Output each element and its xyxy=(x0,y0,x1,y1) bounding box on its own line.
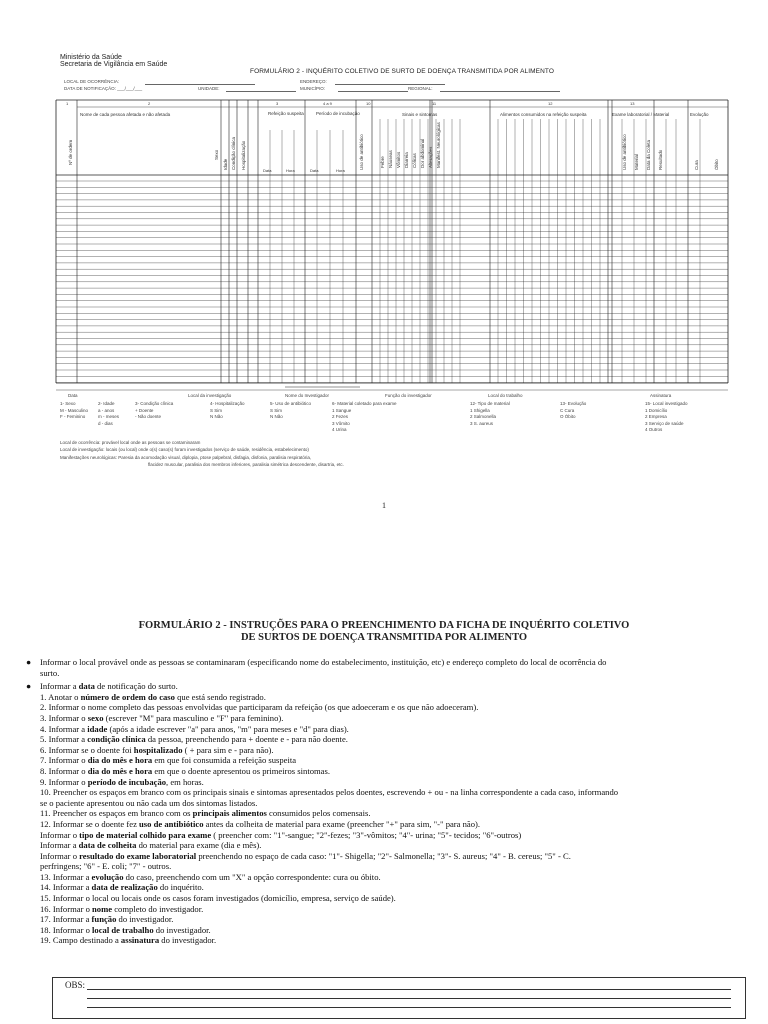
instruction-bold: principais alimentos xyxy=(192,808,267,819)
group-name-title: Nome de cada pessoa afetada e não afetada xyxy=(80,112,171,117)
instruction-item xyxy=(40,745,730,756)
instruction-item xyxy=(40,925,730,936)
occurrence-label: LOCAL DE OCORRÊNCIA: xyxy=(64,79,120,84)
obs-box[interactable] xyxy=(52,977,746,1019)
instruction-text-post: (escrever "M" para masculino e "F" para feminino). xyxy=(103,712,284,723)
col-symptom-label: Vômitos xyxy=(396,151,401,168)
bullet-item-local xyxy=(26,657,730,668)
page-number: 1 xyxy=(382,501,386,510)
legend-entry: 4 Outros xyxy=(645,427,663,432)
col-clinical-label: Condição clínica xyxy=(231,136,236,170)
instruction-text-post: do investigador. xyxy=(116,914,174,925)
instruction-text: Informar o xyxy=(40,850,80,861)
instruction-text: Informar a xyxy=(40,840,79,851)
legend-entry: - Não doente xyxy=(135,414,162,419)
legend-entry: + Doente xyxy=(135,407,154,413)
instruction-text-post: ( + para sim e - para não). xyxy=(182,744,274,755)
instruction-item xyxy=(40,904,730,915)
instruction-text: 12. Informar se o doente fez xyxy=(40,818,140,829)
legend-entry: 15- Local investigado xyxy=(645,401,688,406)
col-evolution-label: Cura xyxy=(694,160,699,170)
group-meal-title: Refeição suspeita xyxy=(268,111,304,116)
instruction-text: 10. Preencher os espaços em branco com os principais sinais e sintomas apresentados pelos doentes, escrevendo + ou - na linha correspondente a cada caso, informando xyxy=(40,787,619,798)
instructions-list xyxy=(26,657,730,946)
instruction-text-post: do investigador. xyxy=(153,924,211,935)
instruction-item xyxy=(40,766,730,777)
obs-line[interactable] xyxy=(87,989,731,990)
legend-entry: S Sim xyxy=(210,407,223,413)
col-time-label: Data xyxy=(263,168,272,173)
col-symptom-label: Febre xyxy=(380,156,385,168)
instruction-text: perfringens; "6" - E. coli; "7" - outros. xyxy=(40,861,172,872)
legend-entry: 3 Vômito xyxy=(332,420,350,426)
bullet-icon: ● xyxy=(26,681,32,692)
group-number: 10 xyxy=(366,101,371,106)
group-food-title: Alimentos consumidos na refeição suspeita xyxy=(500,112,587,117)
instruction-item xyxy=(40,893,730,904)
regional-label: REGIONAL: xyxy=(408,86,433,91)
legend-entry: 2 Salmonella xyxy=(470,414,497,419)
legend-entry: 3 S. aureus xyxy=(470,420,494,426)
note-line: flacidez muscular, paralisia dos membros inferiores, paralisia simétrica descendente, disartria, etc. xyxy=(148,461,344,467)
col-age-label: Idade xyxy=(223,158,228,170)
instruction-text: 9. Informar o xyxy=(40,776,88,787)
col-exam-label: Data da Coleta xyxy=(646,139,651,170)
ministry-label: Ministério da Saúde xyxy=(60,54,122,61)
legend-entry: C Cura xyxy=(560,407,575,413)
obs-line[interactable] xyxy=(87,1007,731,1008)
instruction-bold: condição clínica xyxy=(87,734,146,745)
instruction-text-post: , em horas. xyxy=(166,776,204,787)
instruction-bold: resultado do exame laboratorial xyxy=(79,850,197,861)
legend-entry: 3- Condição clínica xyxy=(135,401,174,406)
instruction-item xyxy=(40,702,730,713)
legend-entry: m - meses xyxy=(98,414,120,419)
secretariat-label: Secretaria de Vigilância em Saúde xyxy=(60,61,168,68)
group-evolution-title: Evolução xyxy=(690,112,709,117)
instruction-text-post: preenchendo no espaço de cada caso: "1"- Shigella; "2"- Salmonella; "3"- S. aureus; "4" - B. cereus; "5" - C. xyxy=(196,850,571,861)
instruction-text: 1. Anotar o xyxy=(40,691,81,702)
col-time-label: Hora xyxy=(286,168,295,173)
legend-entry: 6- Material coletado para exame xyxy=(332,401,397,406)
instruction-bold: função xyxy=(91,914,117,925)
legend-entry: 3 Serviço de saúde xyxy=(645,420,684,426)
instruction-item xyxy=(40,755,730,766)
instruction-item xyxy=(40,872,730,883)
legend-entry: 4- Hospitalização xyxy=(210,401,245,406)
instruction-item xyxy=(40,692,730,703)
instructions-title-line2: DE SURTOS DE DOENÇA TRANSMITIDA POR ALIMENTO xyxy=(240,632,528,643)
notification-date-label: DATA DE NOTIFICAÇÃO: ___/___/___ xyxy=(64,86,143,91)
instruction-item xyxy=(40,840,730,851)
legend-entry: 5- Uso de antibiótico xyxy=(270,401,312,406)
instruction-bold: dia do mês e hora xyxy=(87,755,153,766)
legend-entry: d - dias xyxy=(98,420,113,426)
instruction-item xyxy=(40,851,730,862)
footer-header: Local da investigação xyxy=(188,393,232,398)
instruction-item xyxy=(40,713,730,724)
col-time-label: Hora xyxy=(336,168,345,173)
instruction-item xyxy=(40,777,730,788)
bullet-bold: data xyxy=(78,681,95,692)
legend-entry: 2 Fezes xyxy=(332,414,349,419)
instruction-text: 3. Informar o xyxy=(40,712,88,723)
bullet-text: Informar o local provável onde as pessoas se contaminaram (especificando nome do estabelecimento, instituição, etc) e endereço completo do local de ocorrência do xyxy=(40,657,607,667)
col-symptom-label: Cólicas xyxy=(412,153,417,168)
legend-entry: 13- Evolução xyxy=(560,401,587,406)
instruction-item xyxy=(40,861,730,872)
legend-entry: N Não xyxy=(270,414,283,419)
instruction-text: 16. Informar o xyxy=(40,903,93,914)
group-number: 4 a 9 xyxy=(323,101,332,106)
instruction-bold: número de ordem do caso xyxy=(80,691,175,702)
col-sex-label: Sexo xyxy=(214,149,219,160)
legend-entry: S Sim xyxy=(270,407,283,413)
instruction-bold: uso de antibiótico xyxy=(139,818,204,829)
instruction-text: se o paciente apresentou ou não cada um dos sintomas listados. xyxy=(40,797,258,808)
instruction-text: Informar o xyxy=(40,829,80,840)
instruction-item xyxy=(40,882,730,893)
instruction-item xyxy=(40,914,730,925)
col-symptom-label: Manifest. Neurológicas xyxy=(436,122,441,168)
instruction-bold: assinatura xyxy=(120,935,160,946)
instruction-text: 5. Informar a xyxy=(40,734,88,745)
instruction-text: 13. Informar a xyxy=(40,871,92,882)
bullet-text-post: de notificação do surto. xyxy=(94,681,178,692)
col-hospital-label: Hospitalização xyxy=(241,140,246,170)
legend-entry: O Óbito xyxy=(560,414,576,419)
legend-entry: 12- Tipo de material xyxy=(470,401,510,406)
instruction-bold: nome xyxy=(92,903,113,914)
group-number: 12 xyxy=(548,101,553,106)
instruction-text: 11. Preencher os espaços em branco com os xyxy=(40,808,193,819)
instruction-item xyxy=(40,935,730,946)
col-time-label: Data xyxy=(310,168,319,173)
group-number: 2 xyxy=(148,101,151,106)
municipality-label: MUNICÍPIO: xyxy=(300,86,326,91)
instruction-text-post: antes da colheita de material para exame (preencher "+" para sim, "-" para não). xyxy=(203,818,481,829)
legend-entry: 2- Idade xyxy=(98,401,115,406)
col-antibiotic-label: Uso de antibiótico xyxy=(359,134,364,170)
group-number: 11 xyxy=(432,101,437,106)
instruction-text: 17. Informar a xyxy=(40,914,92,925)
obs-label: OBS: xyxy=(65,980,86,990)
instruction-text-post: do caso, preenchendo com um "X" a opção correspondente: cura ou óbito. xyxy=(123,871,381,882)
instruction-bold: local de trabalho xyxy=(92,924,154,935)
legend-entry: F - Feminino xyxy=(60,414,86,419)
instruction-text: 4. Informar a xyxy=(40,723,88,734)
unit-label: UNIDADE: xyxy=(198,86,220,91)
instruction-item xyxy=(40,787,730,798)
instruction-item xyxy=(40,830,730,841)
col-exam-label: Material xyxy=(634,153,639,170)
instruction-bold: período de incubação xyxy=(87,776,167,787)
instruction-text-post: em que o doente apresentou os primeiros sintomas. xyxy=(152,765,330,776)
col-evolution-label: Óbito xyxy=(714,159,719,170)
note-line: Manifestações neurológicas: Paresia da acomodação visual, diplopia, ptose palpebral, disfagia, disfonia, paralisia respiratória, xyxy=(60,454,312,460)
footer-header: Assinatura xyxy=(650,393,672,398)
instruction-bold: idade xyxy=(87,723,108,734)
instruction-text-post: consumidos pelos comensais. xyxy=(266,808,371,819)
legend-entry: 1 Domicílio xyxy=(645,407,668,413)
legend-entry: N Não xyxy=(210,414,223,419)
form-title: FORMULÁRIO 2 - INQUÉRITO COLETIVO DE SURTO DE DOENÇA TRANSMITIDA POR ALIMENTO xyxy=(250,68,554,75)
instructions-title-line1: FORMULÁRIO 2 - INSTRUÇÕES PARA O PREENCHIMENTO DA FICHA DE INQUÉRITO COLETIVO xyxy=(138,620,630,631)
instruction-bold: tipo de material colhido para exame xyxy=(79,829,212,840)
instruction-text-post: do material para exame (dia e mês). xyxy=(136,840,262,851)
footer-header: Data xyxy=(68,393,78,398)
instruction-text: 7. Informar o xyxy=(40,755,88,766)
footer-header: Local do trabalho xyxy=(488,393,523,398)
instruction-text: 15. Informar o local ou locais onde os casos foram investigados (domicílio, empresa, serviço de saúde). xyxy=(40,893,396,904)
instruction-text-post: da pessoa, preenchendo para + doente e - para não doente. xyxy=(145,734,348,745)
footer-header: Função do investigador xyxy=(385,393,432,398)
legend-entry: 4 Urina xyxy=(332,427,347,432)
instruction-item xyxy=(40,798,730,809)
bullet-item-date xyxy=(26,681,730,692)
col-symptom-label: Diarreia xyxy=(404,152,409,168)
obs-line[interactable] xyxy=(87,998,731,999)
instruction-bold: data de colheita xyxy=(78,840,137,851)
instruction-bold: hospitalizado xyxy=(133,744,183,755)
instruction-text: 14. Informar a xyxy=(40,882,92,893)
bullet-text-cont: surto. xyxy=(40,667,60,678)
legend-entry: 1- Sexo xyxy=(60,401,76,406)
col-exam-label: Uso de antibiótico xyxy=(622,134,627,170)
instruction-text: 19. Campo destinado a xyxy=(40,935,121,946)
instruction-bold: dia do mês e hora xyxy=(87,765,153,776)
instruction-text-post: do investigador. xyxy=(159,935,217,946)
col-symptom-label: Náuseas xyxy=(388,150,393,168)
legend-entry: 1 Shigella xyxy=(470,407,490,413)
bullet-icon: ● xyxy=(26,657,32,667)
instruction-text: 18. Informar o xyxy=(40,924,93,935)
col-symptom-label: Alterações xyxy=(428,146,433,168)
legend-entry: M - Masculino xyxy=(60,407,89,413)
instruction-item xyxy=(40,819,730,830)
instruction-text-post: em que foi consumida a refeição suspeita xyxy=(152,755,297,766)
note-line: Local de investigação: locais (ou local) onde o(s) caso(s) foram investigados (serviço de saúde, residência, estabelecimento) xyxy=(60,447,309,453)
legend-entry: 1 Sangue xyxy=(332,407,352,413)
group-number: 1 xyxy=(66,101,69,106)
instruction-bold: sexo xyxy=(87,712,104,723)
footer-header: Nome do Investigador xyxy=(285,393,330,398)
instruction-bold: data de realização xyxy=(91,882,158,893)
group-number: 3 xyxy=(276,101,279,106)
instruction-item xyxy=(40,734,730,745)
group-number: 13 xyxy=(630,101,635,106)
instruction-item xyxy=(40,724,730,735)
instruction-text-post: (após a idade escrever "a" para anos, "m" para meses e "d" para dias). xyxy=(107,723,349,734)
note-line: Local de ocorrência: provável local onde as pessoas se contaminaram xyxy=(60,440,201,445)
group-incubation-title: Período de incubação xyxy=(316,111,360,116)
instruction-text: 8. Informar o xyxy=(40,765,88,776)
bullet-item-local-cont xyxy=(40,668,730,679)
instruction-text: 2. Informar o nome completo das pessoas envolvidas que participaram da refeição (os que adoeceram e os que não adoeceram). xyxy=(40,702,479,713)
col-exam-label: Resultado xyxy=(658,149,663,170)
instruction-text-post: ( preencher com: "1"-sangue; "2"-fezes; "3"-vômitos; "4"- urina; "5"- tecidos; "6"-outros) xyxy=(211,829,522,840)
instruction-item xyxy=(40,808,730,819)
instructions-page xyxy=(0,600,768,1024)
address-label: ENDEREÇO: xyxy=(300,79,327,84)
col-symptom-label: Dor abdominal xyxy=(420,138,425,168)
instruction-text-post: completo do investigador. xyxy=(112,903,204,914)
instruction-bold: evolução xyxy=(91,871,124,882)
group-symptoms-title: Sinais e sintomas xyxy=(402,112,438,117)
bullet-text: Informar a xyxy=(40,681,79,692)
instruction-text-post: do inquérito. xyxy=(157,882,204,893)
instruction-text-post: que está sendo registrado. xyxy=(174,691,266,702)
group-exam-title: Exame laboratorial / Material xyxy=(612,112,670,117)
legend-entry: 2 Empresa xyxy=(645,414,667,419)
legend-entry: a - anos xyxy=(98,407,115,413)
col-order-label: Nº de ordem xyxy=(68,139,73,165)
instruction-text: 6. Informar se o doente foi xyxy=(40,744,134,755)
